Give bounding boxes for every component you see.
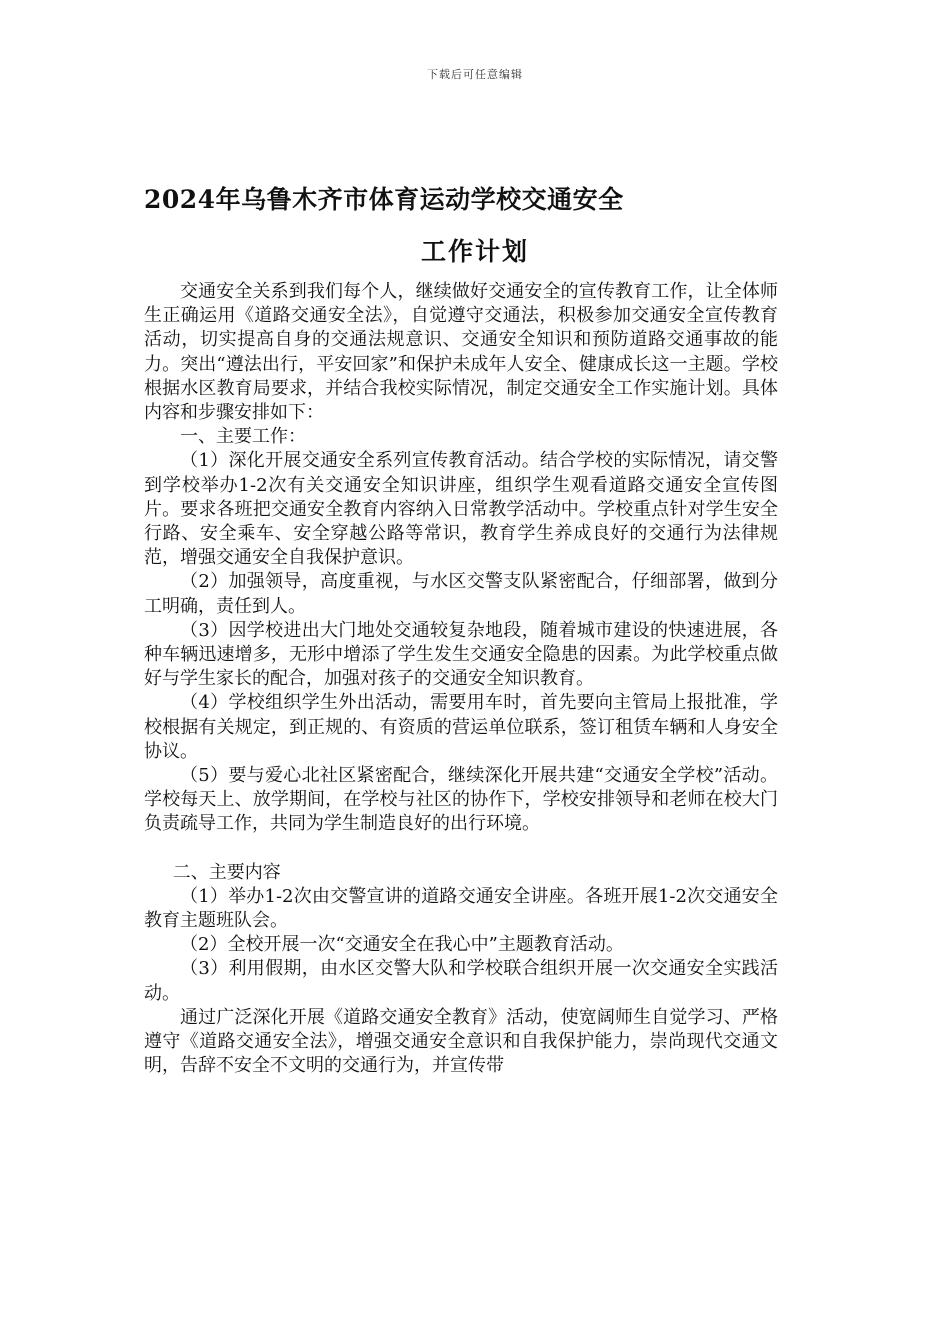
section2-item-1: （1）举办1-2次由交警宣讲的道路交通安全讲座。各班开展1-2次交通安全教育主题班队会。 — [144, 885, 778, 932]
document-body — [144, 280, 778, 1079]
section1-heading: 一、主要工作： — [180, 426, 306, 448]
document-title-line2: 工作计划 — [420, 237, 529, 266]
section1-item-5: （5）要与爱心北社区紧密配合，继续深化开展共建“交通安全学校”活动。学校每天上、放学期间，在学校与社区的协作下，学校安排领导和老师在校大门负责疏导工作，共同为学生制造良好的出行环境。 — [144, 765, 778, 835]
document-title-line1: 2024年乌鲁木齐市体育运动学校交通安全 — [144, 185, 624, 214]
header-note: 下载后可任意编辑 — [427, 68, 523, 81]
section-spacer — [144, 837, 778, 861]
section1-item-3: （3）因学校进出大门地处交通较复杂地段，随着城市建设的快速进展，各种车辆迅速增多，无形中增添了学生发生交通安全隐患的因素。为此学校重点做好与学生家长的配合，加强对孩子的交通安全知识教育。 — [144, 619, 778, 690]
intro-paragraph: 交通安全关系到我们每个人，继续做好交通安全的宣传教育工作，让全体师生正确运用《道路交通安全法》，自觉遵守交通法，积极参加交通安全宣传教育活动，切实提高自身的交通法规意识、交通安全知识和预防道路交通事故的能力。突出“遵法出行，平安回家”和保护未成年人安全、健康成长这一主题。学校根据水区教育局要求，并结合我校实际情况，制定交通安全工作实施计划。具体内容和步骤安排如下： — [144, 281, 778, 424]
section1-item-4: （4）学校组织学生外出活动，需要用车时，首先要向主管局上报批准，学校根据有关规定，到正规的、有资质的营运单位联系，签订租赁车辆和人身安全协议。 — [144, 692, 778, 762]
closing-paragraph: 通过广泛深化开展《道路交通安全教育》活动，使宽阔师生自觉学习、严格遵守《道路交通安全法》，增强交通安全意识和自我保护能力，崇尚现代交通文明，告辞不安全不文明的交通行为，并宣传带 — [144, 1006, 778, 1077]
section2-item-3: （3）利用假期，由水区交警大队和学校联合组织开展一次交通安全实践活动。 — [144, 958, 778, 1004]
section1-item-1: （1）深化开展交通安全系列宣传教育活动。结合学校的实际情况，请交警到学校举办1-2次有关交通安全知识讲座，组织学生观看道路交通安全宣传图片。要求各班把交通安全教育内容纳入日常教学活动中。学校重点针对学生安全行路、安全乘车、安全穿越公路等常识，教育学生养成良好的交通行为法律规范，增强交通安全自我保护意识。 — [144, 450, 778, 569]
section2-item-2: （2）全校开展一次“交通安全在我心中”主题教育活动。 — [180, 934, 624, 956]
section1-item-2: （2）加强领导，高度重视，与水区交警支队紧密配合，仔细部署，做到分工明确，责任到人。 — [144, 571, 778, 617]
section2-heading: 二、主要内容 — [172, 861, 281, 883]
